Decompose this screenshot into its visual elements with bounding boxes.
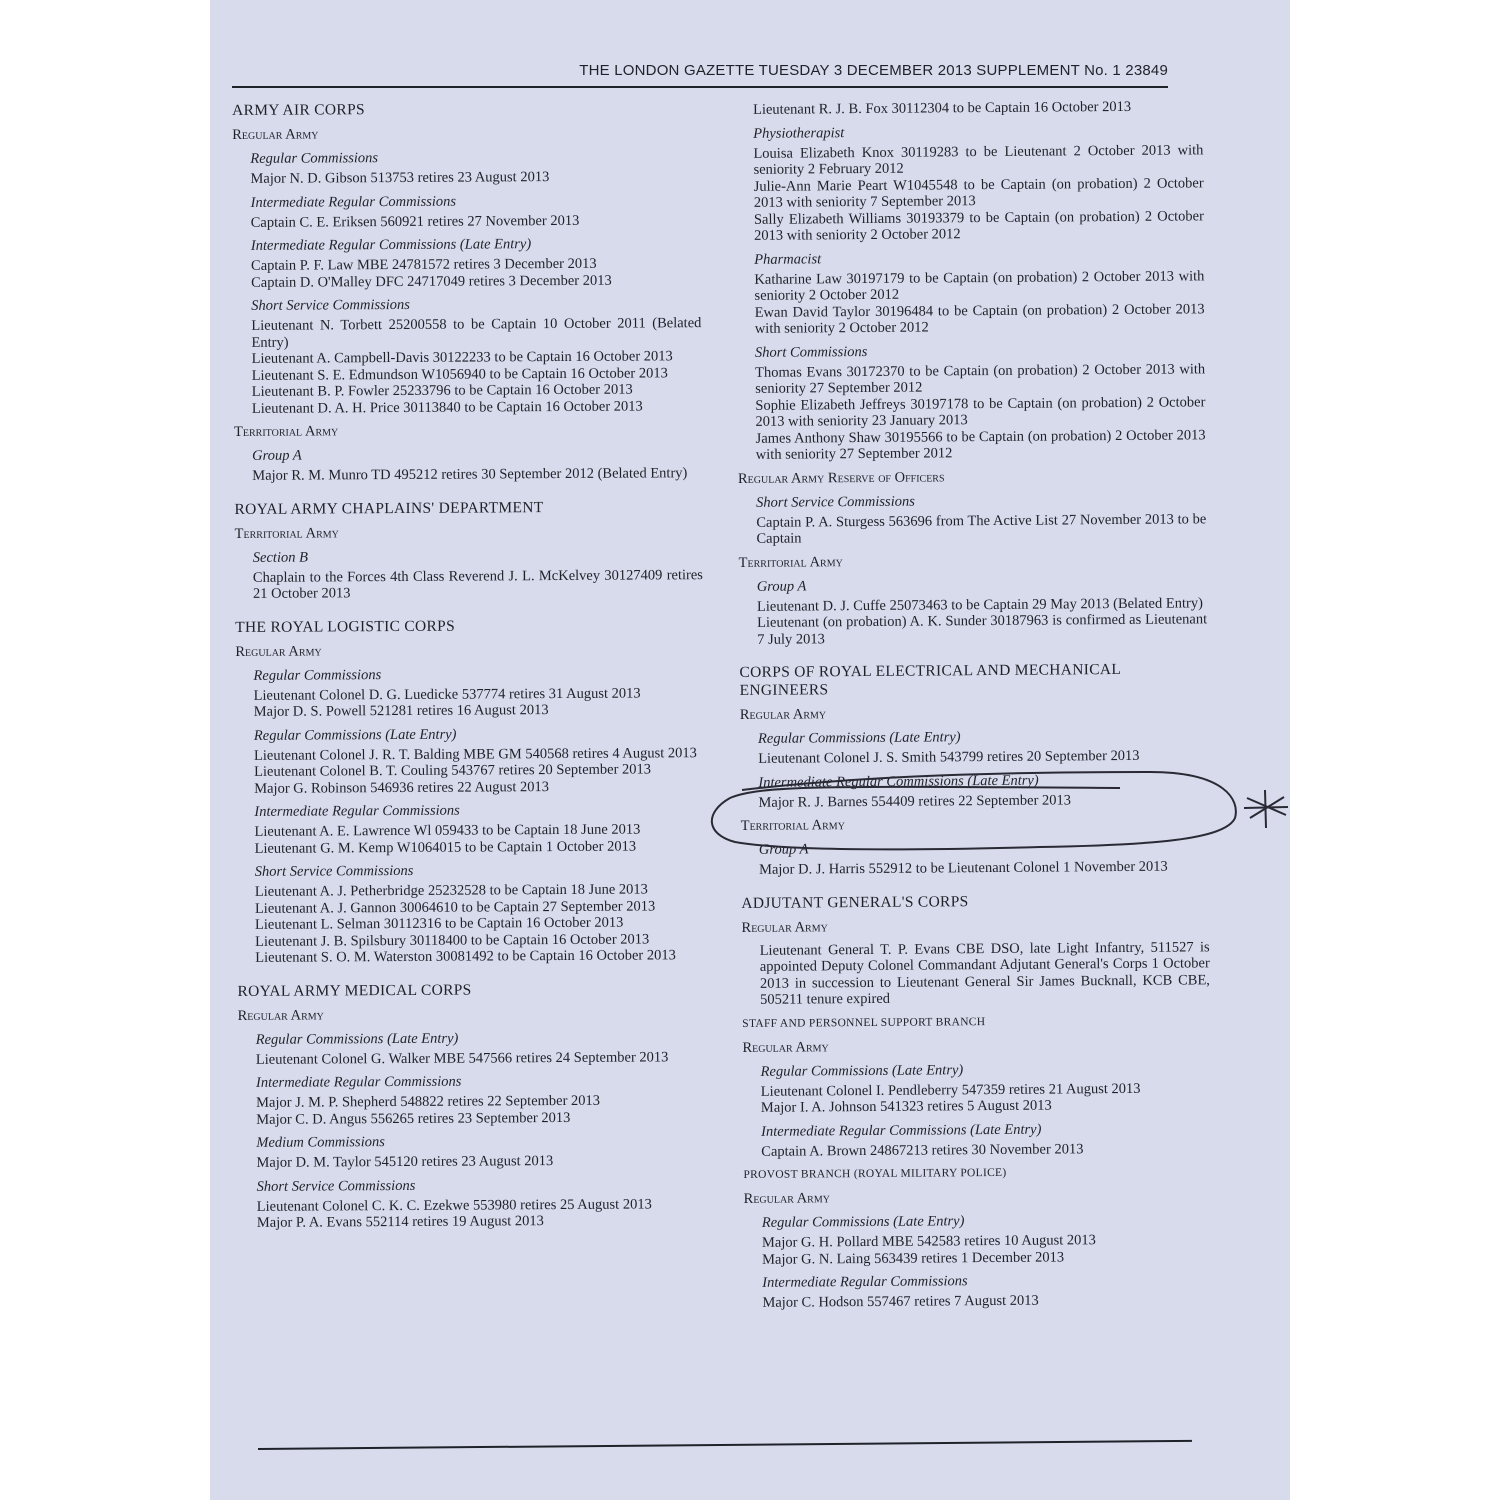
commission-type: Short Service Commissions <box>251 296 410 314</box>
commission-group <box>252 444 702 484</box>
gazette-entry: Major C. Hodson 557467 retires 7 August 2013 <box>762 1292 1039 1311</box>
branch-heading: Regular Army <box>237 1006 324 1024</box>
branch-heading: Territorial Army <box>234 524 339 542</box>
branch-heading: Regular Army <box>743 1190 830 1207</box>
gazette-entry: Lieutenant A. J. Gannon 30064610 to be Captain 27 September 2013 <box>254 897 656 917</box>
commission-type: Short Service Commissions <box>256 1177 416 1195</box>
gazette-entry: Captain A. Brown 24867213 retires 30 November 2013 <box>761 1140 1084 1160</box>
gazette-entry: Major R. M. Munro TD 495212 retires 30 September 2012 (Belated Entry) <box>252 465 688 484</box>
gazette-entry: Major G. N. Laing 563439 retires 1 December 2013 <box>762 1248 1065 1268</box>
commission-type: Section B <box>252 549 309 566</box>
gazette-entry: Lieutenant L. Selman 30112316 to be Captain 16 October 2013 <box>254 914 624 933</box>
gazette-entry: Sophie Elizabeth Jeffreys 30197178 to be Captain (on probation) 2 October 2013 with seniority 23 January 2013 <box>755 393 1206 430</box>
commission-type: Regular Commissions (Late Entry) <box>761 1213 965 1231</box>
page-header: THE LONDON GAZETTE TUESDAY 3 DECEMBER 2013 SUPPLEMENT No. 1 23849 <box>579 62 1168 79</box>
corps-section <box>232 99 702 484</box>
gazette-entry: Captain P. A. Sturgess 563696 from The Active List 27 November 2013 to be Captain <box>756 510 1207 547</box>
commission-group <box>762 1270 1212 1311</box>
commission-group <box>756 490 1206 548</box>
commission-group <box>762 1210 1212 1268</box>
gazette-entry: Katharine Law 30197179 to be Captain (on probation) 2 October 2013 with seniority 2 October 2012 <box>754 267 1205 304</box>
commission-type: Short Commissions <box>754 343 868 361</box>
gazette-entry: Julie-Ann Marie Peart W1045548 to be Captain (on probation) 2 October 2013 with seniority 7 September 2013 <box>753 174 1204 211</box>
corps-title: ROYAL ARMY CHAPLAINS' DEPARTMENT <box>234 498 544 518</box>
gazette-entry: Louisa Elizabeth Knox 30119283 to be Lieutenant 2 October 2013 with seniority 2 February 2012 <box>753 141 1204 178</box>
commission-group <box>758 726 1208 767</box>
branch-heading: Regular Army <box>739 706 827 723</box>
commission-group <box>253 546 703 603</box>
commission-type: Intermediate Regular Commissions <box>255 1073 462 1091</box>
gazette-entry: Thomas Evans 30172370 to be Captain (on probation) 2 October 2013 with seniority 27 September 2012 <box>755 360 1206 397</box>
gazette-entry: Major G. Robinson 546936 retires 22 August 2013 <box>254 778 550 797</box>
commission-type: Intermediate Regular Commissions <box>254 802 460 820</box>
commission-type: Regular Commissions (Late Entry) <box>760 1061 964 1080</box>
gazette-entry: Lieutenant General T. P. Evans CBE DSO, late Light Infantry, 511527 is appointed Deputy Colonel Commandant Adjutant General's Corps 1 October 2013 in succession to Lieutenant General Sir James Bucknall, KCB CBE, 505211 tenure expired <box>759 938 1210 1008</box>
commission-group <box>250 147 700 187</box>
gazette-entry: Lieutenant Colonel C. K. C. Ezekwe 553980 retires 25 August 2013 <box>256 1195 652 1215</box>
commission-type: Intermediate Regular Commissions <box>762 1273 968 1291</box>
commission-group <box>256 1028 706 1068</box>
commission-group <box>761 1119 1211 1160</box>
commission-group <box>253 664 703 721</box>
commission-group <box>254 724 704 797</box>
commission-type: Group A <box>756 577 807 595</box>
gazette-entry: Sally Elizabeth Williams 30193379 to be Captain (on probation) 2 October 2013 with seniority 2 October 2012 <box>753 207 1204 244</box>
commission-group <box>755 340 1206 464</box>
gazette-entry: Major G. H. Pollard MBE 542583 retires 10 August 2013 <box>761 1232 1096 1251</box>
gazette-entry: Lieutenant D. J. Cuffe 25073463 to be Captain 29 May 2013 (Belated Entry) <box>756 594 1203 615</box>
sub-branch-heading: PROVOST BRANCH (ROYAL MILITARY POLICE) <box>743 1166 1007 1181</box>
header-rule <box>232 86 1168 88</box>
gazette-entry: Lieutenant Colonel J. S. Smith 543799 retires 20 September 2013 <box>758 747 1140 767</box>
gazette-entry: James Anthony Shaw 30195566 to be Captain (on probation) 2 October 2013 with seniority 27 September 2012 <box>755 426 1206 463</box>
corps-section <box>234 498 703 603</box>
commission-group <box>760 939 1211 1009</box>
gazette-entry: Lieutenant D. A. H. Price 30113840 to be Captain 16 October 2013 <box>251 397 643 417</box>
gazette-entry: Chaplain to the Forces 4th Class Reverend J. L. McKelvey 30127409 retires 21 October 2013 <box>252 566 703 602</box>
gazette-entry: Lieutenant A. Campbell-Davis 30122233 to be Captain 16 October 2013 <box>251 348 673 367</box>
gazette-entry: Major D. M. Taylor 545120 retires 23 August 2013 <box>256 1153 554 1171</box>
commission-group <box>257 1175 707 1232</box>
commission-type: Regular Commissions (Late Entry) <box>757 729 961 747</box>
commission-type: Physiotherapist <box>753 124 845 142</box>
gazette-entry: Lieutenant J. B. Spilsbury 30118400 to be Captain 16 October 2013 <box>255 930 650 950</box>
commission-group <box>757 574 1208 648</box>
commission-group <box>254 800 704 857</box>
branch-heading: Regular Army <box>741 918 828 936</box>
commission-type: Intermediate Regular Commissions (Late Entry) <box>758 772 1039 791</box>
commission-group <box>753 98 1203 118</box>
commission-group <box>256 1131 706 1171</box>
commission-type: Intermediate Regular Commissions (Late Entry) <box>761 1121 1042 1140</box>
gazette-entry: Major I. A. Johnson 541323 retires 5 August 2013 <box>760 1097 1052 1116</box>
commission-type: Pharmacist <box>754 250 822 268</box>
commission-type: Regular Commissions <box>253 666 382 684</box>
commission-type: Intermediate Regular Commissions (Late Entry) <box>250 236 532 254</box>
corps-section <box>739 660 1209 878</box>
gazette-entry: Captain P. F. Law MBE 24781572 retires 3 December 2013 <box>250 255 597 274</box>
commission-type: Short Service Commissions <box>756 493 915 511</box>
gazette-entry: Lieutenant A. J. Petherbridge 25232528 to be Captain 18 June 2013 <box>254 881 648 900</box>
gazette-entry: Lieutenant Colonel B. T. Couling 543767 retires 20 September 2013 <box>254 761 652 780</box>
gazette-entry: Major R. J. Barnes 554409 retires 22 September 2013 <box>758 791 1072 811</box>
gazette-entry: Lieutenant R. J. B. Fox 30112304 to be Captain 16 October 2013 <box>752 98 1132 118</box>
gazette-entry: Lieutenant S. E. Edmundson W1056940 to be Captain 16 October 2013 <box>251 364 668 384</box>
commission-type: Group A <box>252 447 302 464</box>
corps-section <box>741 891 1212 1312</box>
commission-type: Medium Commissions <box>256 1134 385 1151</box>
branch-heading: Territorial Army <box>738 553 843 571</box>
gazette-entry: Lieutenant A. E. Lawrence Wl 059433 to be Captain 18 June 2013 <box>254 821 641 840</box>
branch-heading: Regular Army <box>235 642 322 660</box>
gazette-entry: Major J. M. P. Shepherd 548822 retires 22 September 2013 <box>256 1092 601 1111</box>
commission-type: Regular Commissions (Late Entry) <box>255 1030 459 1048</box>
corps-title: ARMY AIR CORPS <box>232 101 365 119</box>
commission-group <box>256 1071 706 1128</box>
left-column <box>232 99 707 1247</box>
corps-section <box>237 980 707 1232</box>
corps-title: THE ROYAL LOGISTIC CORPS <box>235 617 456 636</box>
corps-section <box>735 98 1207 648</box>
gazette-entry: Lieutenant Colonel J. R. T. Balding MBE GM 540568 retires 4 August 2013 <box>253 744 697 764</box>
gazette-entry: Major P. A. Evans 552114 retires 19 August 2013 <box>256 1213 544 1231</box>
right-column <box>735 98 1213 1327</box>
corps-title: ROYAL ARMY MEDICAL CORPS <box>237 981 472 1000</box>
gazette-entry: Lieutenant (on probation) A. K. Sunder 30187963 is confirmed as Lieutenant 7 July 2013 <box>757 611 1208 648</box>
commission-group <box>759 837 1209 878</box>
gazette-entry: Lieutenant Colonel G. Walker MBE 547566 retires 24 September 2013 <box>255 1048 669 1068</box>
sub-branch-heading: STAFF AND PERSONNEL SUPPORT BRANCH <box>742 1015 986 1030</box>
gazette-entry: Captain D. O'Malley DFC 24717049 retires 3 December 2013 <box>251 272 612 291</box>
gazette-entry: Major D. S. Powell 521281 retires 16 August 2013 <box>253 702 549 720</box>
commission-group <box>251 234 701 291</box>
gazette-entry: Major C. D. Angus 556265 retires 23 September 2013 <box>256 1109 571 1128</box>
corps-title: ADJUTANT GENERAL'S CORPS <box>741 892 969 912</box>
commission-group <box>251 294 702 417</box>
commission-type: Regular Commissions <box>250 150 379 167</box>
commission-group <box>761 1059 1211 1117</box>
gazette-entry: Lieutenant G. M. Kemp W1064015 to be Captain 1 October 2013 <box>254 838 637 857</box>
commission-group <box>758 770 1208 811</box>
commission-group <box>754 247 1205 338</box>
commission-group <box>251 191 701 231</box>
commission-group <box>255 860 706 966</box>
commission-type: Short Service Commissions <box>254 862 414 880</box>
commission-group <box>753 121 1204 245</box>
gazette-entry: Major D. J. Harris 552912 to be Lieutenant Colonel 1 November 2013 <box>758 858 1168 878</box>
branch-heading: Regular Army Reserve of Officers <box>737 468 945 487</box>
gazette-entry: Captain C. E. Eriksen 560921 retires 27 November 2013 <box>250 212 580 231</box>
commission-type: Regular Commissions (Late Entry) <box>253 726 457 744</box>
commission-type: Group A <box>758 841 809 858</box>
branch-heading: Regular Army <box>232 126 319 143</box>
corps-title: CORPS OF ROYAL ELECTRICAL AND MECHANICAL ENGINEERS <box>739 660 1121 699</box>
commission-type: Intermediate Regular Commissions <box>250 193 457 211</box>
gazette-entry: Lieutenant Colonel D. G. Luedicke 537774 retires 31 August 2013 <box>253 685 641 704</box>
gazette-entry: Major N. D. Gibson 513753 retires 23 August 2013 <box>250 169 550 187</box>
gazette-entry: Lieutenant N. Torbett 25200558 to be Captain 10 October 2011 (Belated Entry) <box>251 315 702 351</box>
corps-section <box>235 616 705 967</box>
gazette-entry: Lieutenant S. O. M. Waterston 30081492 to be Captain 16 October 2013 <box>255 947 676 966</box>
branch-heading: Territorial Army <box>233 423 339 440</box>
branch-heading: Territorial Army <box>740 817 845 834</box>
branch-heading: Regular Army <box>742 1038 829 1056</box>
gazette-entry: Ewan David Taylor 30196484 to be Captain (on probation) 2 October 2013 with seniority 2 October 2012 <box>754 300 1205 337</box>
gazette-entry: Lieutenant B. P. Fowler 25233796 to be Captain 16 October 2013 <box>251 381 633 400</box>
gazette-entry: Lieutenant Colonel I. Pendleberry 547359 retires 21 August 2013 <box>760 1080 1141 1100</box>
